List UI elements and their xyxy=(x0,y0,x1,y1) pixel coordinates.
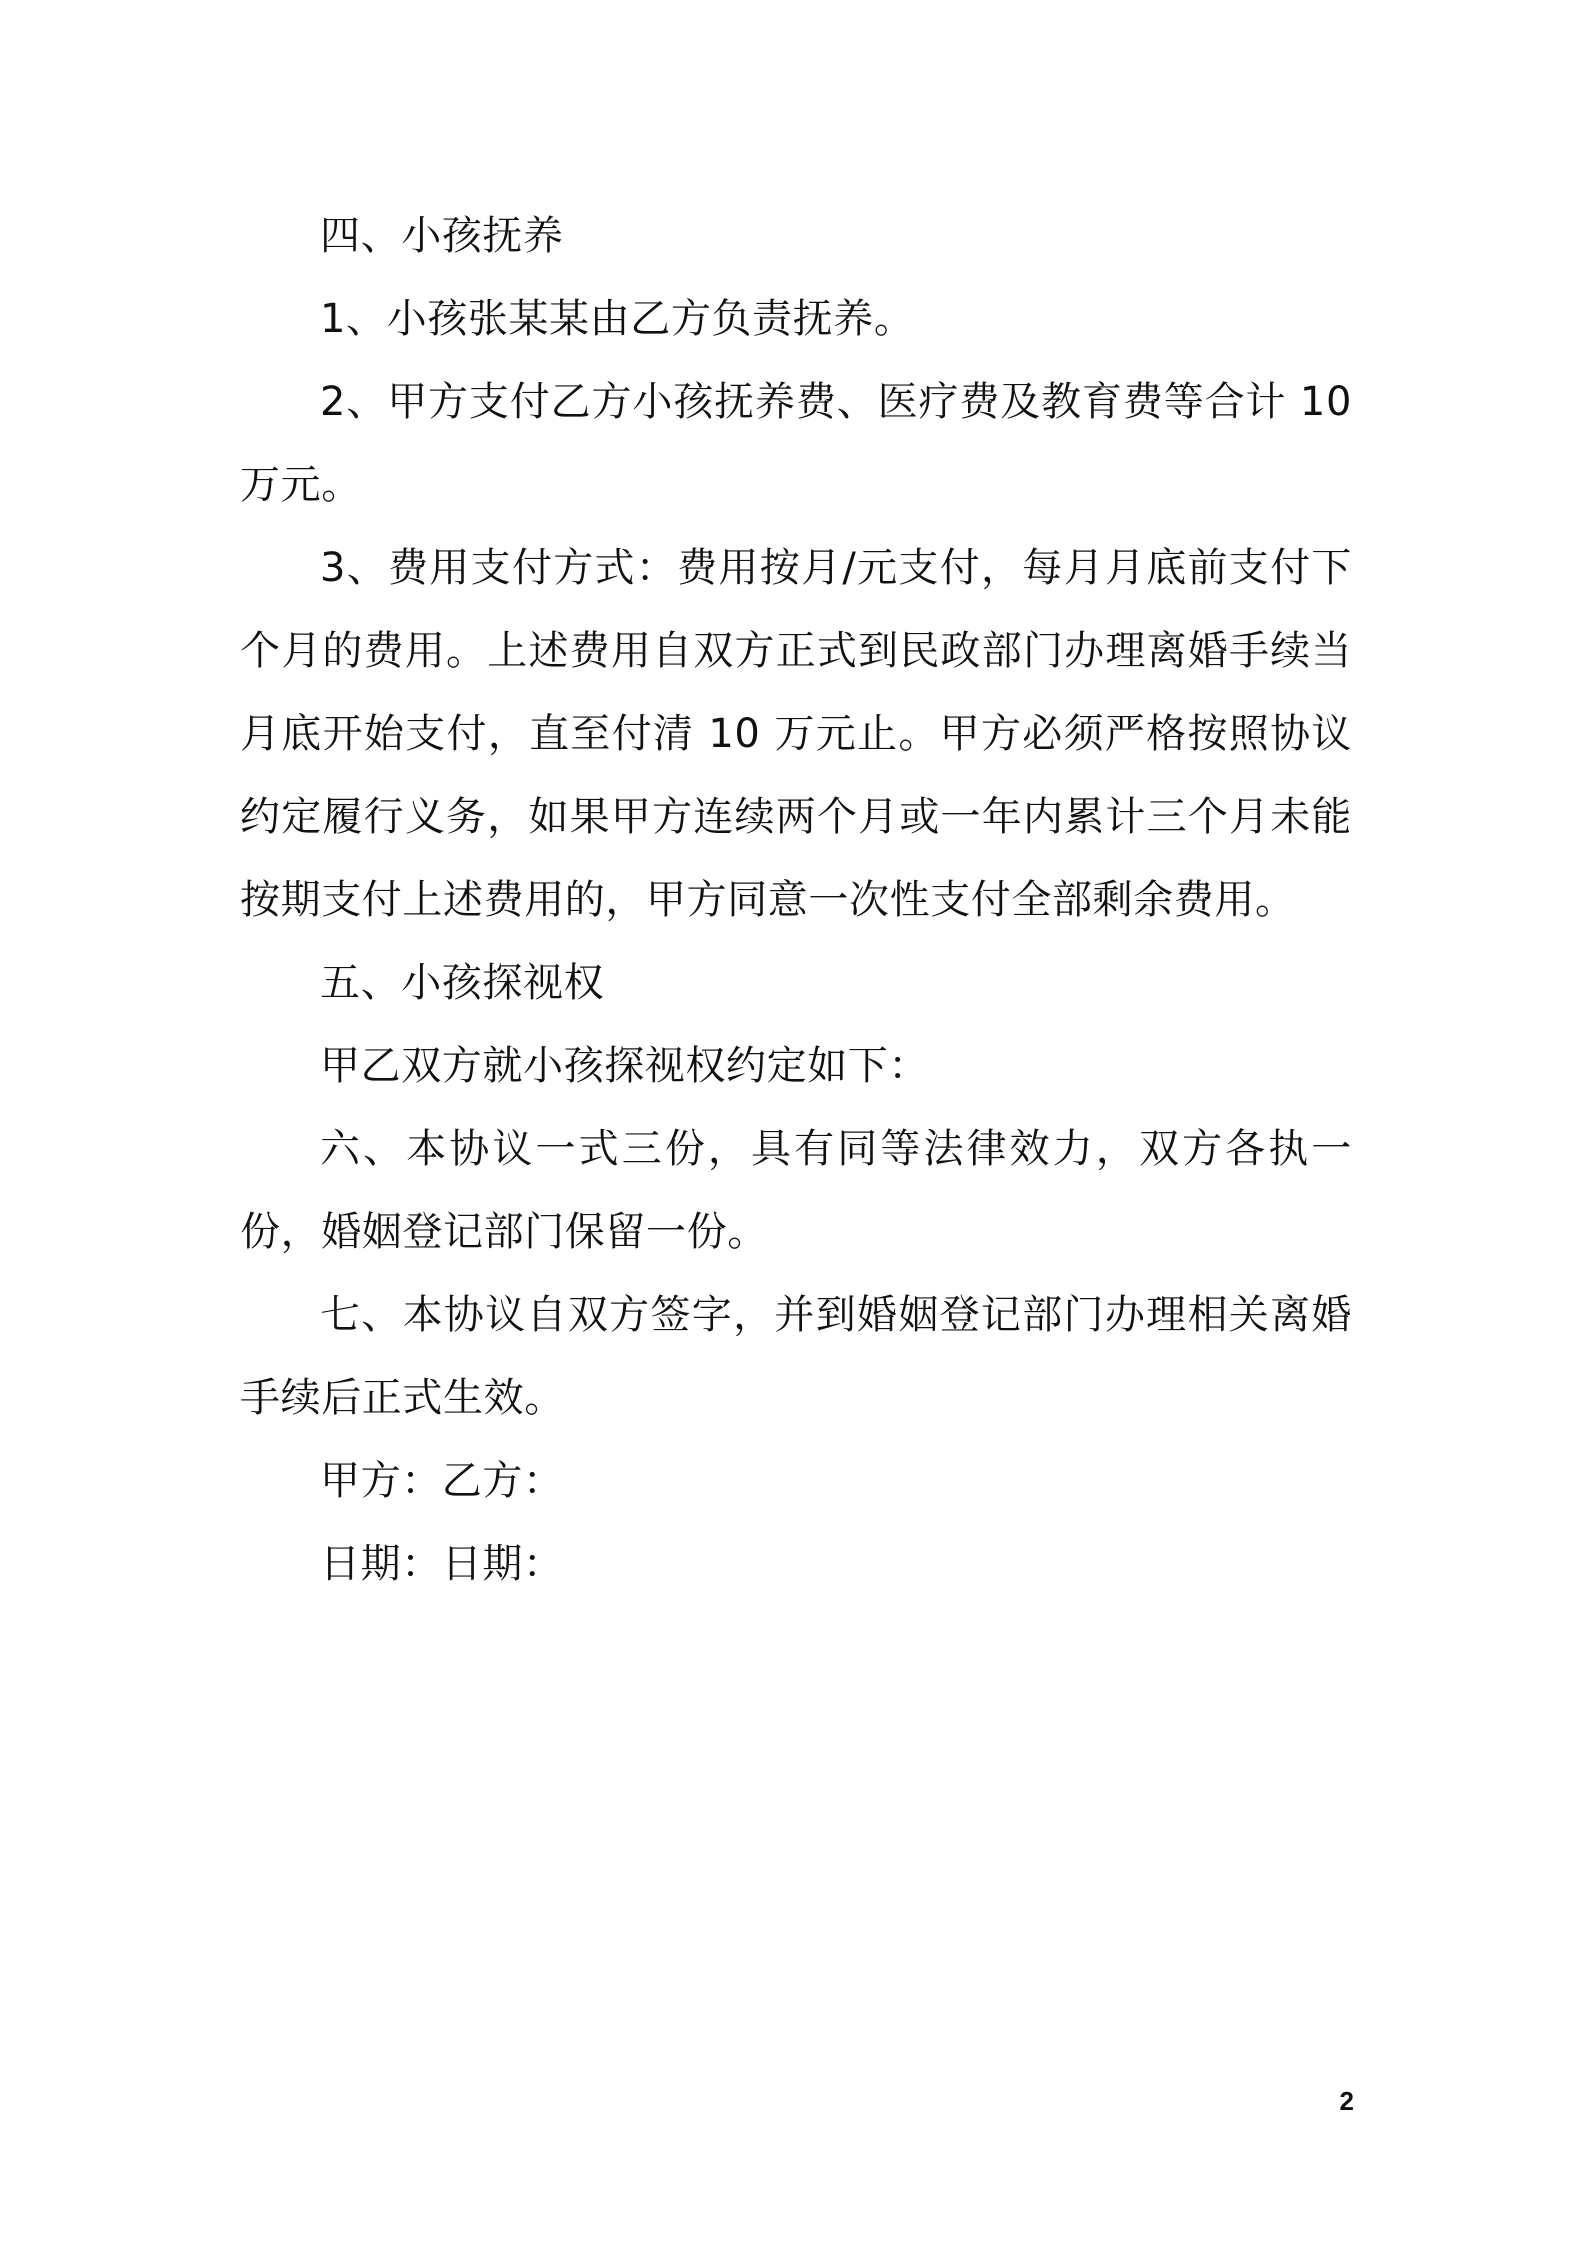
clause-copies: 六、本协议一式三份，具有同等法律效力，双方各执一份，婚姻登记部门保留一份。 xyxy=(240,1126,1352,1255)
clause-visitation: 甲乙双方就小孩探视权约定如下： xyxy=(320,1043,929,1089)
signature-line: 甲方：乙方： xyxy=(320,1458,564,1504)
clause-effective: 七、本协议自双方签字，并到婚姻登记部门办理相关离婚手续后正式生效。 xyxy=(240,1292,1352,1421)
date-line: 日期：日期： xyxy=(320,1541,564,1587)
clause-payment-method: 3、费用支付方式：费用按月/元支付，每月月底前支付下个月的费用。上述费用自双方正式到民政部门办理离婚手续当月底开始支付，直至付清 10 万元止。甲方必须严格按照协议约定履行义务，如果甲方连续两个月或一年内累计三个月未能按期支付上述费用的，甲方同意一次性支付全部剩余费用。 xyxy=(240,545,1352,923)
section-heading-child-custody: 四、小孩抚养 xyxy=(320,213,564,259)
clause-support-amount: 2、甲方支付乙方小孩抚养费、医疗费及教育费等合计 10 万元。 xyxy=(240,379,1352,508)
clause-custody: 1、小孩张某某由乙方负责抚养。 xyxy=(320,296,915,342)
page-number: 2 xyxy=(1339,2086,1354,2116)
document-body xyxy=(240,195,1352,1606)
section-heading-visitation: 五、小孩探视权 xyxy=(320,960,605,1006)
